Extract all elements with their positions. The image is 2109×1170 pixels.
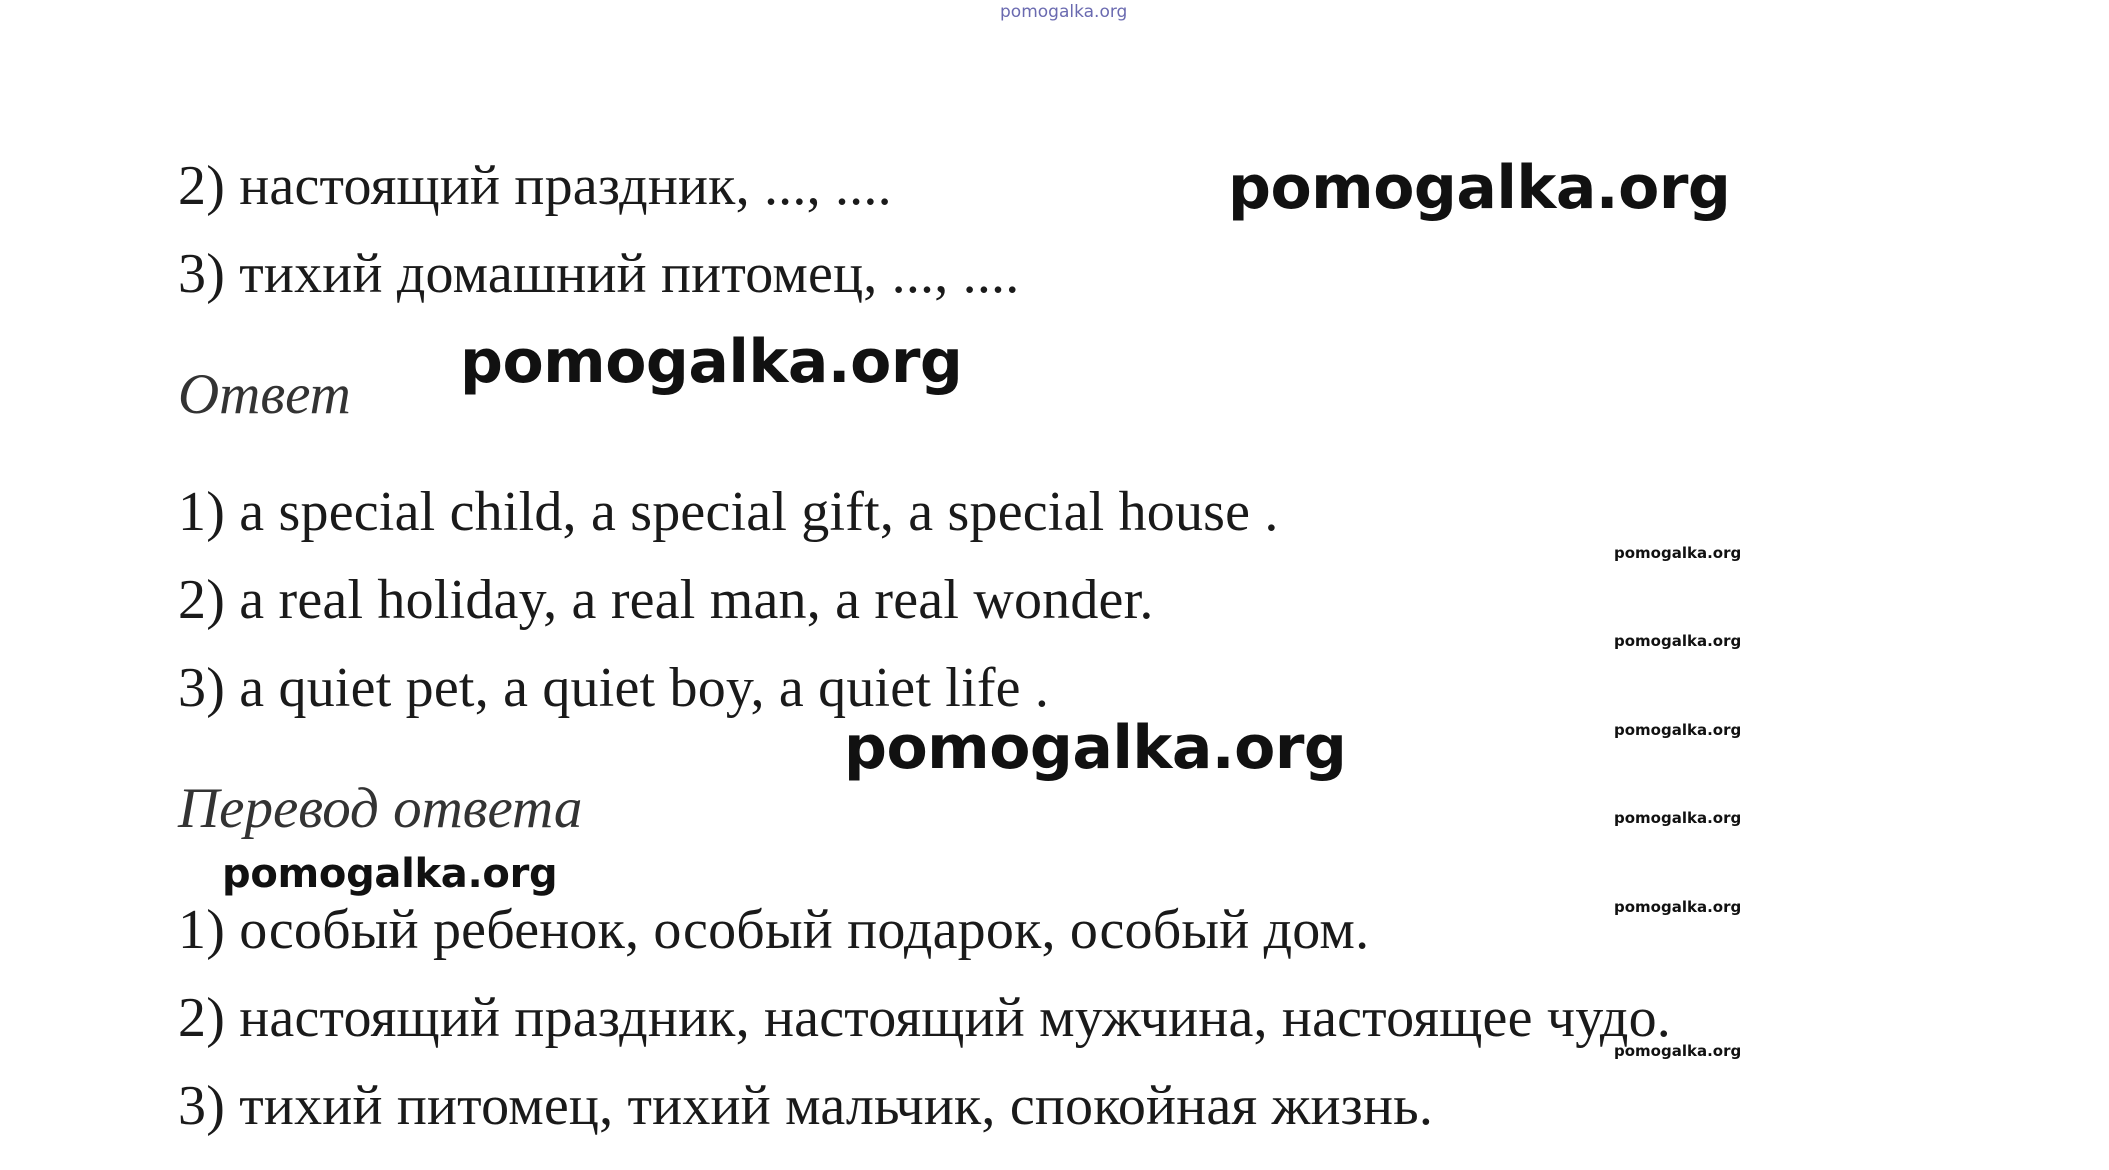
answer-line-2: 2) a real holiday, a real man, a real wonder. <box>178 569 1154 631</box>
watermark-small: pomogalka.org <box>1614 898 1742 916</box>
watermark-small: pomogalka.org <box>1614 809 1742 827</box>
watermark-small: pomogalka.org <box>1614 632 1742 650</box>
translation-line-1: 1) особый ребенок, особый подарок, особый дом. <box>178 899 1370 961</box>
task-line-2: 2) настоящий праздник, ..., .... <box>178 155 892 217</box>
watermark-large: pomogalka.org <box>1228 153 1731 223</box>
header-watermark: pomogalka.org <box>1000 2 1128 22</box>
watermark-small: pomogalka.org <box>1614 721 1742 739</box>
watermark-medium: pomogalka.org <box>222 851 558 897</box>
translation-line-2: 2) настоящий праздник, настоящий мужчина, настоящее чудо. <box>178 987 1671 1049</box>
watermark-large: pomogalka.org <box>460 327 963 397</box>
task-line-3: 3) тихий домашний питомец, ..., .... <box>178 243 1020 305</box>
answer-line-1: 1) a special child, a special gift, a special house . <box>178 481 1279 543</box>
translation-line-3: 3) тихий питомец, тихий мальчик, спокойная жизнь. <box>178 1075 1434 1137</box>
watermark-small: pomogalka.org <box>1614 544 1742 562</box>
answer-heading: Ответ <box>178 363 351 426</box>
answer-line-3: 3) a quiet pet, a quiet boy, a quiet life . <box>178 657 1050 719</box>
translation-heading: Перевод ответа <box>178 777 583 840</box>
watermark-large: pomogalka.org <box>844 713 1347 783</box>
watermark-small: pomogalka.org <box>1614 1042 1742 1060</box>
